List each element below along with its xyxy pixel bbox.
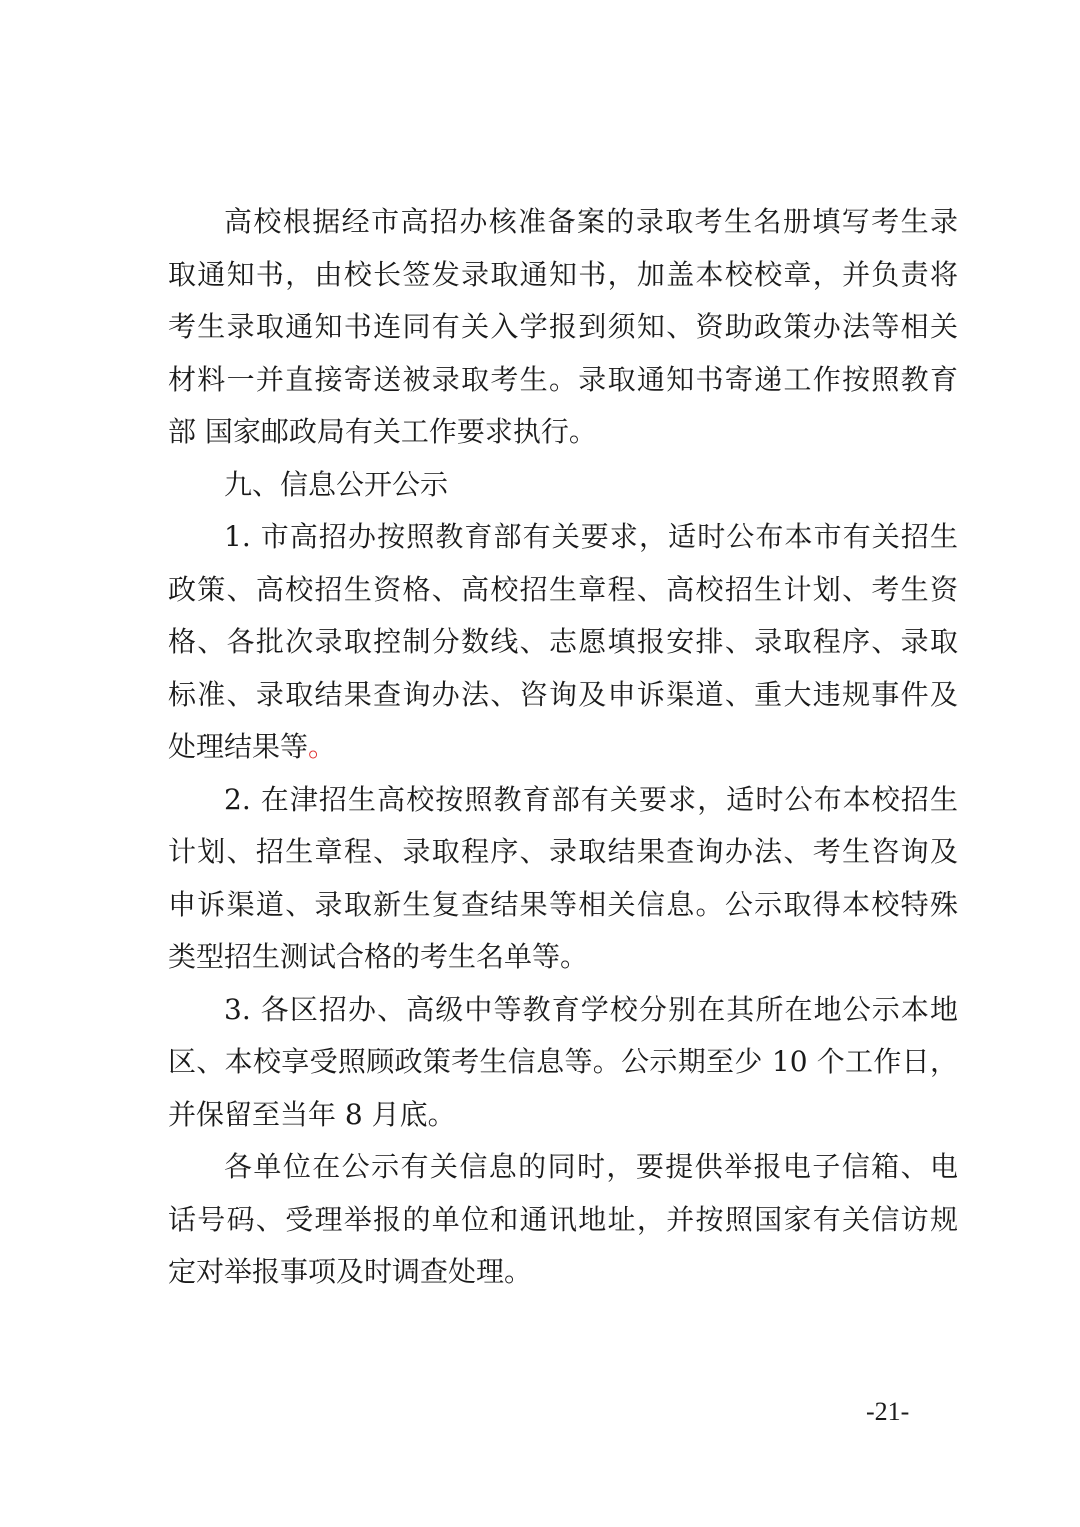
item-1-line: 标准、录取结果查询办法、咨询及申诉渠道、重大违规事件及 <box>168 677 958 711</box>
item-3-line: 并保留至当年 8 月底。 <box>168 1097 456 1131</box>
item-2-line: 2. 在津招生高校按照教育部有关要求，适时公布本校招生 <box>224 782 958 816</box>
paragraph-line: 考生录取通知书连同有关入学报到须知、资助政策办法等相关 <box>168 310 958 343</box>
item-2-line: 类型招生测试合格的考生名单等。 <box>168 940 589 973</box>
item-1-line: 处理结果等 <box>168 730 309 763</box>
item-1-line: 政策、高校招生资格、高校招生章程、高校招生计划、考生资 <box>168 572 958 606</box>
item-2-line: 申诉渠道、录取新生复查结果等相关信息。公示取得本校特殊 <box>168 887 958 921</box>
item-1-line: 格、各批次录取控制分数线、志愿填报安排、录取程序、录取 <box>168 625 958 658</box>
page-number: -21- <box>866 1397 910 1426</box>
paragraph-line: 高校根据经市高招办核准备案的录取考生名册填写考生录 <box>224 205 958 238</box>
paragraph-line: 材料一并直接寄送被录取考生。录取通知书寄递工作按照教育 <box>168 362 958 396</box>
section-heading: 九、信息公开公示 <box>224 467 449 501</box>
item-2-line: 计划、招生章程、录取程序、录取结果查询办法、考生咨询及 <box>168 835 958 868</box>
report-paragraph-line: 各单位在公示有关信息的同时，要提供举报电子信箱、电 <box>224 1150 958 1183</box>
item-1-line: 1. 市高招办按照教育部有关要求，适时公布本市有关招生 <box>224 520 958 553</box>
report-paragraph-line: 话号码、受理举报的单位和通讯地址，并按照国家有关信访规 <box>168 1202 958 1236</box>
red-period-mark: 。 <box>308 730 337 763</box>
document-body <box>168 196 958 1299</box>
item-3-line: 3. 各区招办、高级中等教育学校分别在其所在地公示本地 <box>224 992 958 1026</box>
paragraph-line: 部 国家邮政局有关工作要求执行。 <box>168 415 597 448</box>
item-3-line: 区、本校享受照顾政策考生信息等。公示期至少 10 个工作日， <box>168 1045 958 1078</box>
item-1-last-line <box>168 721 958 774</box>
report-paragraph-line: 定对举报事项及时调查处理。 <box>168 1255 533 1288</box>
paragraph-line: 取通知书，由校长签发录取通知书，加盖本校校章，并负责将 <box>168 257 958 291</box>
